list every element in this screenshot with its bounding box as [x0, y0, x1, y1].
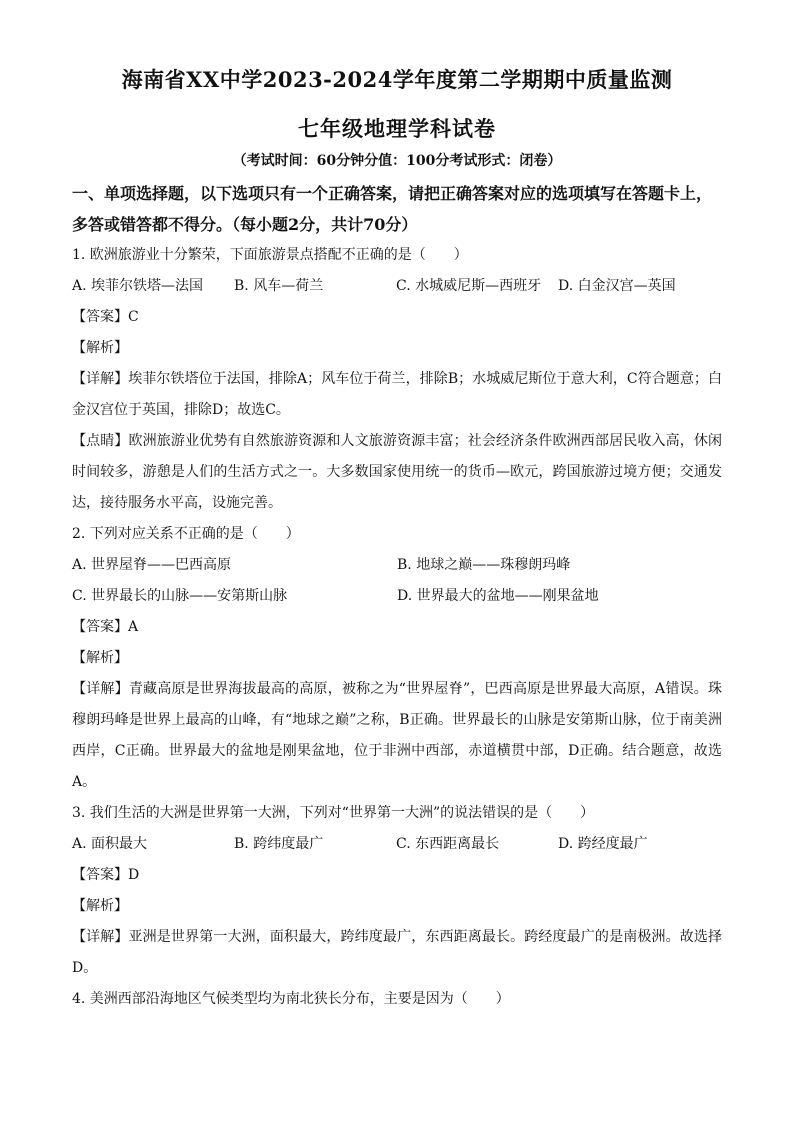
question-2-options — [72, 550, 722, 612]
question-1-comment: 【点睛】欧洲旅游业优势有自然旅游资源和人文旅游资源丰富；社会经济条件欧洲西部居民收入高，休闲时间较多，游憩是人们的生活方式之一。大多数国家使用统一的货币—欧元，跨国旅游过境方便；交通发达，接待服务水平高，设施完善。 — [72, 433, 722, 511]
question-2-analysis: 【解析】 — [72, 650, 128, 666]
question-1-option-d: D. 白金汉宫—英国 — [558, 278, 676, 294]
question-3-option-c: C. 东西距离最长 — [396, 836, 500, 852]
question-3-option-d: D. 跨经度最广 — [558, 836, 648, 852]
question-2-stem: 2. 下列对应关系不正确的是（ ） — [72, 526, 300, 542]
question-1-option-a: A. 埃菲尔铁塔—法国 — [72, 278, 204, 294]
question-3-answer: 【答案】D — [72, 867, 140, 883]
exam-content — [72, 178, 722, 1015]
exam-info: （考试时间：60分钟分值：100分考试形式：闭卷） — [232, 153, 562, 169]
question-1-analysis: 【解析】 — [72, 340, 128, 356]
section-heading-line1: 一、单项选择题，以下选项只有一个正确答案，请把正确答案对应的选项填写在答题卡上， — [72, 184, 713, 203]
question-2-option-a: A. 世界屋脊——巴西高原 — [72, 557, 232, 573]
question-3-option-a: A. 面积最大 — [72, 836, 148, 852]
question-2-answer: 【答案】A — [72, 619, 139, 635]
question-1-answer: 【答案】C — [72, 309, 139, 325]
question-2-option-d: D. 世界最大的盆地——刚果盆地 — [397, 588, 599, 604]
question-3-analysis: 【解析】 — [72, 898, 128, 914]
question-4-stem: 4. 美洲西部沿海地区气候类型均为南北狭长分布，主要是因为（ ） — [72, 991, 510, 1007]
question-3-detail: 【详解】亚洲是世界第一大洲，面积最大，跨纬度最广，东西距离最长。跨经度最广的是南极洲。故选择D。 — [72, 929, 722, 976]
question-1-option-c: C. 水城威尼斯—西班牙 — [396, 278, 542, 294]
question-3-stem: 3. 我们生活的大洲是世界第一大洲，下列对“世界第一大洲”的说法错误的是（ ） — [72, 805, 595, 821]
question-1-option-b: B. 风车—荷兰 — [234, 278, 324, 294]
question-3-option-b: B. 跨纬度最广 — [234, 836, 324, 852]
question-3-options — [72, 829, 722, 860]
question-1-options — [72, 271, 722, 302]
question-1-stem: 1. 欧洲旅游业十分繁荣，下面旅游景点搭配不正确的是（ ） — [72, 247, 468, 263]
question-2-option-b: B. 地球之巅——珠穆朗玛峰 — [397, 557, 571, 573]
exam-title: 海南省XX中学2023-2024学年度第二学期期中质量监测 — [121, 67, 673, 92]
section-heading-line2: 多答或错答都不得分。（每小题2分，共计70分） — [72, 215, 418, 234]
exam-subtitle: 七年级地理学科试卷 — [298, 116, 496, 141]
question-2-detail: 【详解】青藏高原是世界海拔最高的高原，被称之为“世界屋脊”，巴西高原是世界最大高原，A错误。珠穆朗玛峰是世界上最高的山峰，有“地球之巅”之称，B正确。世界最长的山脉是安第斯山脉，位于南美洲西岸，C正确。世界最大的盆地是刚果盆地，位于非洲中西部，赤道横贯中部，D正确。结合题意，故选A。 — [72, 681, 722, 790]
question-2-option-c: C. 世界最长的山脉——安第斯山脉 — [72, 588, 288, 604]
question-1-detail: 【详解】埃菲尔铁塔位于法国，排除A；风车位于荷兰，排除B；水城威尼斯位于意大利，C符合题意；白金汉宫位于英国，排除D；故选C。 — [72, 371, 722, 418]
